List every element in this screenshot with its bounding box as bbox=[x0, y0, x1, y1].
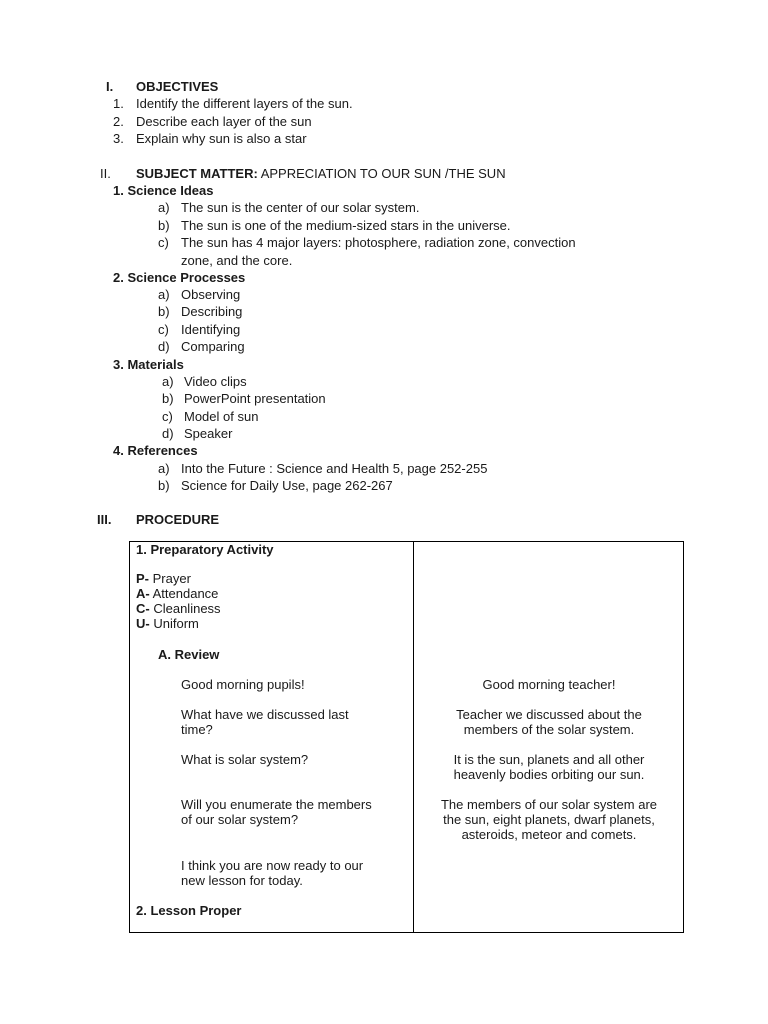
pacu-key: P- bbox=[136, 571, 149, 586]
list-letter: b) bbox=[158, 218, 170, 233]
list-item: Speaker bbox=[184, 426, 233, 441]
list-item: The sun is the center of our solar system. bbox=[181, 200, 420, 215]
preparatory-activity-heading: 1. Preparatory Activity bbox=[136, 542, 274, 557]
teacher-line: What have we discussed last bbox=[181, 707, 349, 722]
pacu-key: A- bbox=[136, 586, 150, 601]
list-item: Identifying bbox=[181, 322, 241, 337]
pacu-value: Uniform bbox=[153, 616, 199, 631]
list-number: 3. bbox=[113, 131, 124, 146]
list-item: Observing bbox=[181, 287, 241, 302]
teacher-line: new lesson for today. bbox=[181, 873, 303, 888]
subsection-heading-science-ideas: 1. Science Ideas bbox=[113, 183, 214, 198]
procedure-table bbox=[129, 541, 684, 933]
subsection-heading-materials: 3. Materials bbox=[113, 357, 184, 372]
column-divider bbox=[413, 542, 414, 932]
pacu-value: Cleanliness bbox=[153, 601, 221, 616]
pupil-line: Teacher we discussed about the bbox=[456, 707, 642, 722]
pacu-line bbox=[136, 571, 191, 586]
list-letter: a) bbox=[158, 461, 170, 476]
list-item: Comparing bbox=[181, 339, 245, 354]
pacu-line bbox=[136, 616, 199, 631]
list-letter: d) bbox=[158, 339, 170, 354]
list-item: Describing bbox=[181, 304, 243, 319]
list-item: Into the Future : Science and Health 5, page 252-255 bbox=[181, 461, 488, 476]
section-heading-objectives: OBJECTIVES bbox=[136, 79, 219, 94]
teacher-line: time? bbox=[181, 722, 213, 737]
lesson-proper-heading: 2. Lesson Proper bbox=[136, 903, 242, 918]
list-letter: a) bbox=[162, 374, 174, 389]
list-item: Video clips bbox=[184, 374, 247, 389]
list-letter: b) bbox=[162, 391, 174, 406]
list-item: Model of sun bbox=[184, 409, 259, 424]
list-item: Explain why sun is also a star bbox=[136, 131, 307, 146]
pacu-line bbox=[136, 601, 221, 616]
section-heading-procedure: PROCEDURE bbox=[136, 512, 220, 527]
section-number: III. bbox=[97, 512, 112, 527]
pacu-line bbox=[136, 586, 218, 601]
list-number: 1. bbox=[113, 96, 124, 111]
pupil-line: members of the solar system. bbox=[463, 722, 635, 737]
list-item: Identify the different layers of the sun. bbox=[136, 96, 353, 111]
review-heading: A. Review bbox=[158, 647, 220, 662]
teacher-line: of our solar system? bbox=[181, 812, 299, 827]
list-letter: c) bbox=[158, 322, 169, 337]
list-item-continuation: zone, and the core. bbox=[181, 253, 293, 268]
pupil-line: heavenly bodies orbiting our sun. bbox=[453, 767, 645, 782]
pupil-line: It is the sun, planets and all other bbox=[453, 752, 645, 767]
pupil-line: the sun, eight planets, dwarf planets, bbox=[443, 812, 655, 827]
subject-label: SUBJECT MATTER: bbox=[136, 166, 258, 181]
list-item: The sun is one of the medium-sized stars in the universe. bbox=[181, 218, 511, 233]
list-letter: b) bbox=[158, 304, 170, 319]
list-letter: b) bbox=[158, 478, 170, 493]
list-item: Describe each layer of the sun bbox=[136, 114, 312, 129]
pupil-line: The members of our solar system are bbox=[440, 797, 658, 812]
pupil-line: asteroids, meteor and comets. bbox=[461, 827, 637, 842]
pacu-value: Prayer bbox=[152, 571, 191, 586]
subsection-heading-science-processes: 2. Science Processes bbox=[113, 270, 246, 285]
pacu-key: U- bbox=[136, 616, 150, 631]
list-item: The sun has 4 major layers: photosphere, radiation zone, convection bbox=[181, 235, 576, 250]
list-letter: d) bbox=[162, 426, 174, 441]
section-number: I. bbox=[106, 79, 114, 94]
list-letter: c) bbox=[158, 235, 169, 250]
list-item: Science for Daily Use, page 262-267 bbox=[181, 478, 393, 493]
subsection-heading-references: 4. References bbox=[113, 443, 198, 458]
list-letter: a) bbox=[158, 200, 170, 215]
section-heading-subject-matter bbox=[136, 166, 506, 181]
teacher-line: I think you are now ready to our bbox=[181, 858, 364, 873]
teacher-line: Good morning pupils! bbox=[181, 677, 305, 692]
list-number: 2. bbox=[113, 114, 124, 129]
pacu-value: Attendance bbox=[152, 586, 219, 601]
subject-title: APPRECIATION TO OUR SUN /THE SUN bbox=[260, 166, 506, 181]
pacu-key: C- bbox=[136, 601, 150, 616]
section-number: II. bbox=[100, 166, 111, 181]
list-item: PowerPoint presentation bbox=[184, 391, 326, 406]
list-letter: a) bbox=[158, 287, 170, 302]
teacher-line: Will you enumerate the members bbox=[181, 797, 372, 812]
list-letter: c) bbox=[162, 409, 173, 424]
pupil-line: Good morning teacher! bbox=[482, 677, 616, 692]
teacher-line: What is solar system? bbox=[181, 752, 309, 767]
